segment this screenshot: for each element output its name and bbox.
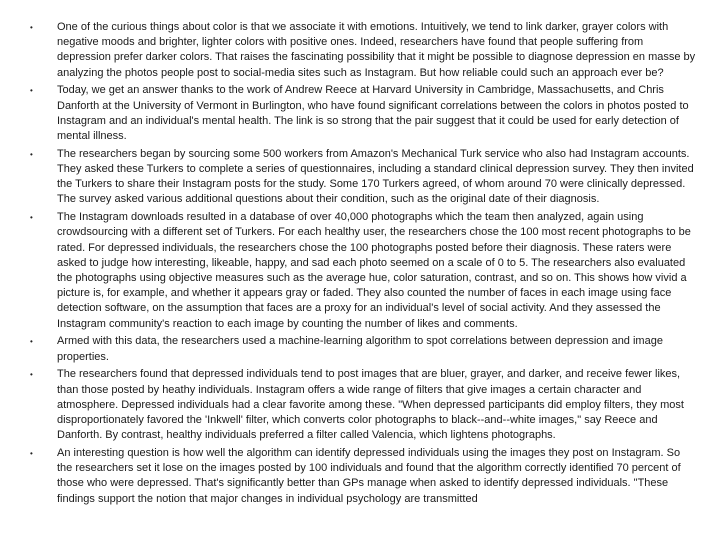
list-item — [0, 210, 720, 332]
bullet-icon: • — [30, 370, 33, 380]
paragraph-text: Armed with this data, the researchers used a machine-learning algorithm to spot correlations between depression and image properties. — [57, 335, 663, 363]
bullet-icon: • — [30, 23, 33, 32]
list-item — [0, 147, 720, 208]
bullet-icon: • — [30, 449, 33, 459]
list-item — [0, 334, 720, 364]
paragraph-text: An interesting question is how well the algorithm can identify depressed individuals using the images they post on Instagram. So the researchers set it lose on the images posted by 100 individuals and found that the algorithm correctly identified 70 percent of those who were depressed. That's significantly better than GPs manage when asked to identify depressed individuals. "These findings support the notion that major changes in individual psychology are transmitted — [57, 447, 681, 505]
bullet-icon: • — [30, 337, 33, 347]
bullet-icon: • — [30, 149, 33, 159]
paragraph-text: Today, we get an answer thanks to the work of Andrew Reece at Harvard University in Cambridge, Massachusetts, and Chris Danforth at the University of Vermont in Burlington, who have found significant correlations between the colors in photos posted to Instagram and an individual's mental health. The link is so strong that the pair suggest that it could be used for early detection of mental illness. — [57, 84, 689, 143]
paragraph-text: The researchers began by sourcing some 500 workers from Amazon's Mechanical Turk service who also had Instagram accounts. They asked these Turkers to complete a series of questionnaires, including a standard clinical depression survey. They then invited the Turkers to share their Instagram posts for the study. Some 170 Turkers agreed, of whom around 70 were clinically depressed. The survey asked various additional questions about their condition, such as the original date of their diagnosis. — [57, 147, 694, 206]
list-item — [0, 446, 720, 507]
bullet-icon: • — [30, 86, 33, 96]
list-item — [0, 367, 720, 443]
bullet-list — [0, 20, 720, 509]
paragraph-text: The researchers found that depressed individuals tend to post images that are bluer, grayer, and darker, and receive fewer likes, than those posted by heathy individuals. Instagram offers a wide range of filters that give images a certain character and atmosphere. Depressed individuals had a clear favorite among these. "When depressed participants did employ filters, they most disproportionately favored the 'Inkwell' filter, which converts color photographs to black--and--white images," say Reece and Danforth. By contrast, healthy individuals preferred a filter called Valencia, which lightens photographs. — [57, 368, 684, 442]
paragraph-text: One of the curious things about color is that we associate it with emotions. Intuitively, we tend to link darker, grayer colors with negative moods and brighter, lighter colors with positive ones. Indeed, researchers have found that people suffering from depression prefer darker colors. That raises the fascinating possibility that it might be possible to diagnose depression en masse by analyzing the photos people post to social-media sites such as Instagram. But how reliable could such an approach ever be? — [57, 21, 696, 79]
list-item — [0, 83, 720, 144]
list-item — [0, 20, 720, 81]
bullet-icon: • — [30, 213, 33, 223]
paragraph-text: The Instagram downloads resulted in a database of over 40,000 photographs which the team then analyzed, again using crowdsourcing with a different set of Turkers. For each healthy user, the researchers chose the 100 most recent photographs to be rated. For depressed individuals, the researchers chose the 100 photographs posted before their diagnosis. These raters were asked to judge how interesting, likeable, happy, and sad each photo seemed on a scale of 0 to 5. The researchers also evaluated the photographs using objective measures such as the average hue, color saturation, contrast, and so on. This shows how vivid a picture is, for example, and whether it appears gray or faded. They also counted the number of faces in each image using face detection software, on the assumption that faces are a proxy for an individual's level of social activity. And they assessed the Instagram community's reaction to each image by counting the number of likes and comments. — [57, 211, 691, 330]
